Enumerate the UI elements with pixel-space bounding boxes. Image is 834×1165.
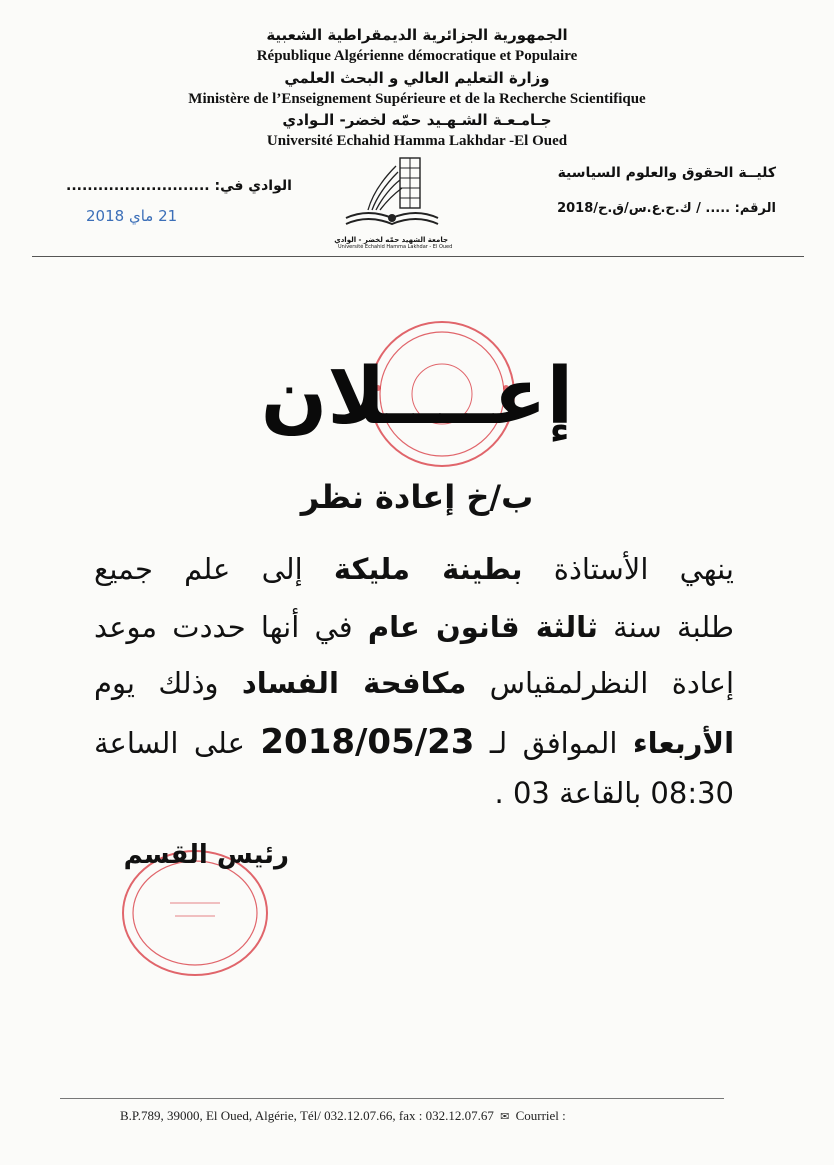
university-logo-icon	[338, 152, 448, 232]
footer-courriel-label: Courriel :	[515, 1108, 566, 1123]
header-ministry-fr: Ministère de l’Enseignement Supérieure et de la Recherche Scientifique	[188, 91, 646, 107]
body-line-1	[94, 552, 734, 586]
body-text: في أنها حددت موعد	[94, 610, 368, 644]
body-text: الموافق لـ	[474, 726, 633, 760]
student-level: ثالثة قانون عام	[367, 610, 598, 644]
header-divider	[32, 256, 804, 257]
announcement-title: إعــــلان	[260, 352, 574, 442]
header-ministry-ar: وزارة التعليم العالي و البحث العلمي	[284, 69, 550, 87]
signature-title: رئيس القسم	[123, 840, 289, 870]
footer-address: B.P.789, 39000, El Oued, Algérie, Tél/ 032.12.07.66, fax : 032.12.07.67	[120, 1108, 494, 1123]
header-university-ar: جـامـعـة الشـهـيد حمّه لخضر- الـوادي	[282, 111, 552, 129]
place-label: الوادي في:	[214, 178, 292, 194]
course-name: مكافحة الفساد	[241, 666, 467, 700]
body-text: إلى علم جميع	[94, 552, 334, 586]
body-text: وذلك يوم	[94, 666, 242, 700]
body-text: طلبة سنة	[597, 610, 734, 644]
header-republic-fr: République Algérienne démocratique et Populaire	[256, 48, 578, 64]
reference-label: الرقم:	[734, 201, 776, 216]
email-icon: ✉	[500, 1111, 510, 1123]
reference-value: ..... / ك.ح.ع.س/ق.ح/2018	[557, 201, 731, 216]
reference-number	[557, 201, 776, 216]
header-republic-ar: الجمهورية الجزائرية الديمقراطية الشعبية	[266, 26, 568, 44]
announcement-subtitle: ب/خ إعادة نظر	[300, 478, 534, 516]
footer-contact	[120, 1108, 566, 1124]
body-text: إعادة النظرلمقياس	[466, 666, 735, 700]
faculty-name: كليــة الحقوق والعلوم السياسية	[557, 165, 776, 181]
body-line-3	[94, 666, 734, 700]
logo-caption-fr: Université Echahid Hamma Lakhdar - El Oued	[338, 244, 453, 250]
university-logo	[334, 152, 453, 250]
place-value: ...........................	[66, 178, 210, 194]
body-text: على الساعة	[94, 726, 261, 760]
exam-day: الأربعاء	[632, 726, 735, 760]
body-line-2	[94, 610, 734, 644]
date-stamp: 21 ماي 2018	[86, 207, 178, 225]
professor-name: بطينة مليكة	[333, 552, 523, 586]
footer-divider	[60, 1098, 724, 1099]
place-date-line	[66, 178, 292, 194]
body-line-5: 08:30 بالقاعة 03 .	[494, 776, 734, 810]
header-university-fr: Université Echahid Hamma Lakhdar -El Oued	[266, 133, 568, 149]
body-text: ينهي الأستاذة	[522, 552, 734, 586]
body-line-4	[94, 722, 734, 762]
exam-date: 2018/05/23	[260, 722, 475, 762]
logo-caption-ar: جامعة الشهيد حمّه لخضر - الوادي	[334, 236, 448, 244]
